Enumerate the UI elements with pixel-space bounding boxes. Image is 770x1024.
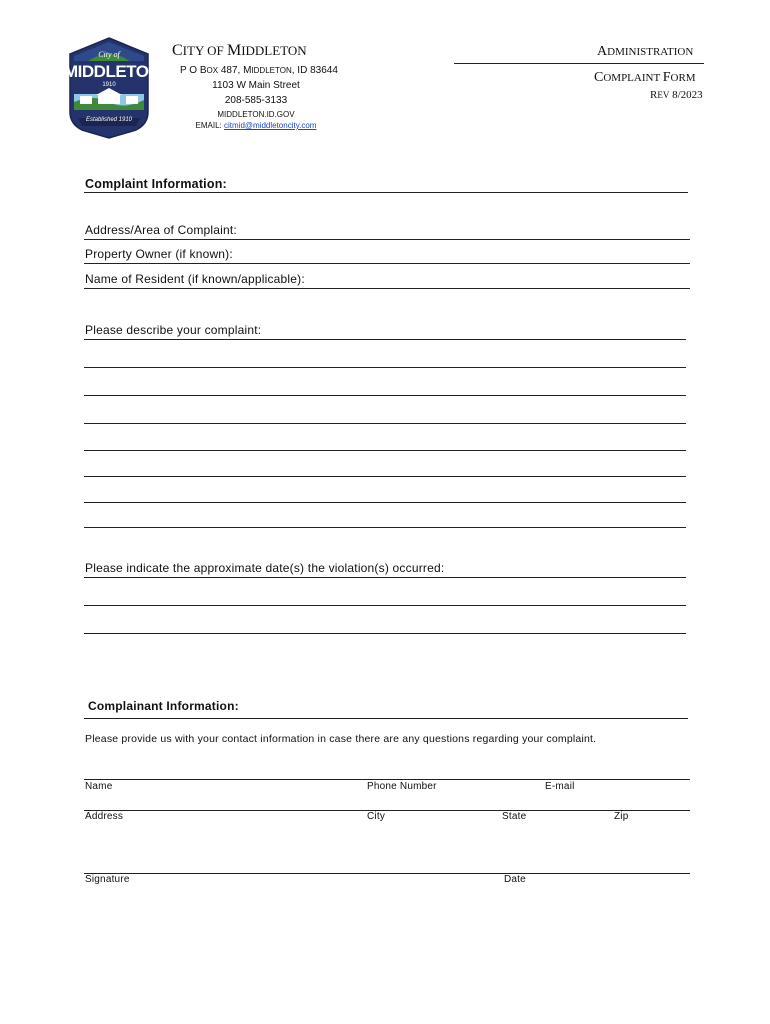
phone-number-label: Phone Number [367, 781, 437, 792]
name-label: Name [85, 781, 113, 792]
describe-line[interactable] [84, 395, 686, 396]
logo-top-text: City of [98, 50, 120, 59]
state-label: State [502, 811, 527, 822]
describe-line[interactable] [84, 367, 686, 368]
complaint-info-heading: Complaint Information: [85, 177, 227, 191]
dates-line[interactable] [84, 633, 686, 634]
form-title: COMPLAINT FORM [594, 70, 696, 85]
name-phone-email-field[interactable] [84, 779, 690, 780]
describe-line[interactable] [84, 339, 686, 340]
email-line: EMAIL: citmid@middletoncity.com [195, 121, 317, 130]
address-city-state-zip-field[interactable] [84, 810, 690, 811]
date-label: Date [504, 874, 526, 885]
email-label: E-mail [545, 781, 575, 792]
complainant-address-label: Address [85, 811, 124, 822]
signature-date-field[interactable] [84, 873, 690, 874]
zip-label: Zip [614, 811, 629, 822]
city-label: City [367, 811, 386, 822]
describe-line[interactable] [84, 450, 686, 451]
complainant-info-heading: Complainant Information: [88, 699, 239, 713]
logo-name-text: MIDDLETON [64, 62, 161, 81]
city-logo [64, 36, 161, 140]
email-link[interactable]: citmid@middletoncity.com [224, 121, 317, 130]
revision-date: REV 8/2023 [650, 89, 703, 101]
describe-line[interactable] [84, 476, 686, 477]
signature-label: Signature [85, 874, 130, 885]
street-address: 1103 W Main Street [212, 80, 300, 91]
header-divider [454, 63, 704, 64]
resident-name-field[interactable] [84, 288, 690, 289]
describe-line[interactable] [84, 527, 686, 528]
dates-line[interactable] [84, 577, 686, 578]
address-area-field[interactable] [84, 239, 690, 240]
dates-line[interactable] [84, 605, 686, 606]
complainant-heading-rule [84, 718, 688, 719]
mailing-address: P O BOX 487, MIDDLETON, ID 83644 [180, 65, 338, 76]
city-title: CITY OF MIDDLETON [172, 42, 307, 59]
complaint-heading-rule [84, 192, 688, 193]
address-area-label: Address/Area of Complaint: [85, 223, 237, 237]
resident-name-label: Name of Resident (if known/applicable): [85, 272, 305, 286]
department-name: ADMINISTRATION [597, 44, 694, 59]
describe-line[interactable] [84, 423, 686, 424]
describe-line[interactable] [84, 502, 686, 503]
website: MIDDLETON.ID.GOV [217, 110, 295, 119]
phone-number: 208-585-3133 [224, 95, 288, 106]
violation-dates-label: Please indicate the approximate date(s) the violation(s) occurred: [85, 561, 445, 575]
contact-instructions: Please provide us with your contact information in case there are any questions regarding your complaint. [85, 733, 597, 745]
property-owner-field[interactable] [84, 263, 690, 264]
logo-year-text: 1910 [102, 82, 116, 88]
describe-complaint-label: Please describe your complaint: [85, 323, 262, 337]
property-owner-label: Property Owner (if known): [85, 247, 233, 261]
logo-bottom-text: Established 1910 [85, 117, 133, 123]
